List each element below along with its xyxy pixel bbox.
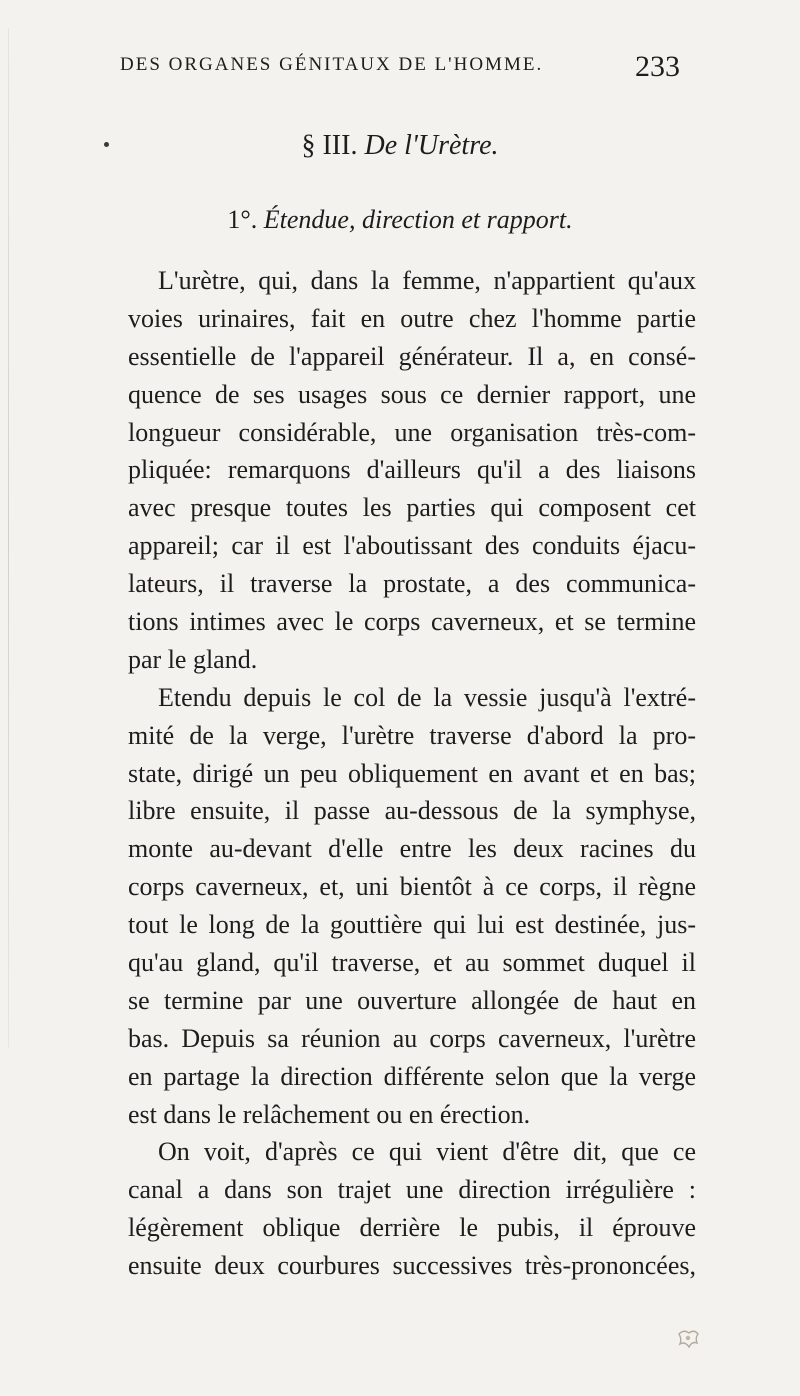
text-line: longueur considérable, une organisation très-com- [128, 417, 696, 447]
text-line: est dans le relâchement ou en érection. [128, 1099, 531, 1129]
text-line: ensuite deux courbures successives très-prononcées, [128, 1251, 696, 1281]
subsection-name: Étendue, direction et rapport. [263, 205, 573, 234]
text-line: libre ensuite, il passe au-dessous de la symphyse, [128, 796, 696, 826]
text-line: bas. Depuis sa réunion au corps caverneux, l'urètre [128, 1023, 696, 1053]
section-title [0, 130, 800, 162]
text-line: tions intimes avec le corps caverneux, et se termine [128, 607, 696, 637]
subsection-title [0, 205, 800, 235]
text-line: Etendu depuis le col de la vessie jusqu'à l'extré- [158, 682, 696, 712]
text-line: avec presque toutes les parties qui composent cet [128, 493, 696, 523]
text-line: mité de la verge, l'urètre traverse d'abord la pro- [128, 720, 696, 750]
text-line: monte au-devant d'elle entre les deux racines du [128, 834, 696, 864]
text-line: canal a dans son trajet une direction irrégulière : [128, 1175, 696, 1205]
text-line: state, dirigé un peu obliquement en avant et en bas; [128, 758, 696, 788]
running-head [120, 50, 680, 90]
text-line: pliquée: remarquons d'ailleurs qu'il a des liaisons [128, 455, 696, 485]
page-number: 233 [635, 50, 680, 83]
section-name: De l'Urètre. [364, 130, 499, 161]
text-line: appareil; car il est l'aboutissant des conduits éjacu- [128, 531, 696, 561]
body-text [128, 262, 696, 1285]
library-stamp-icon [675, 1328, 701, 1352]
running-title: DES ORGANES GÉNITAUX DE L'HOMME. [120, 54, 544, 75]
text-line: tout le long de la gouttière qui lui est destinée, jus- [128, 910, 696, 940]
subsection-number: 1°. [227, 205, 258, 234]
text-line: L'urètre, qui, dans la femme, n'appartient qu'aux [158, 266, 696, 295]
text-line: qu'au gland, qu'il traverse, et au sommet duquel il [128, 948, 696, 978]
gutter-shadow [8, 28, 9, 1048]
text-line: corps caverneux, et, uni bientôt à ce corps, il règne [128, 872, 696, 902]
text-line: quence de ses usages sous ce dernier rapport, une [128, 379, 696, 409]
text-line: par le gland. [128, 644, 258, 674]
text-line: voies urinaires, fait en outre chez l'homme partie [128, 303, 696, 333]
text-line: On voit, d'après ce qui vient d'être dit, que ce [158, 1137, 696, 1167]
text-line: essentielle de l'appareil générateur. Il a, en consé- [128, 341, 696, 371]
text-line: en partage la direction différente selon que la verge [128, 1061, 696, 1091]
text-line: lateurs, il traverse la prostate, a des communica- [128, 569, 696, 599]
section-number: § III. [301, 130, 358, 161]
text-line: se termine par une ouverture allongée de haut en [128, 985, 696, 1015]
text-line: légèrement oblique derrière le pubis, il éprouve [128, 1213, 696, 1243]
